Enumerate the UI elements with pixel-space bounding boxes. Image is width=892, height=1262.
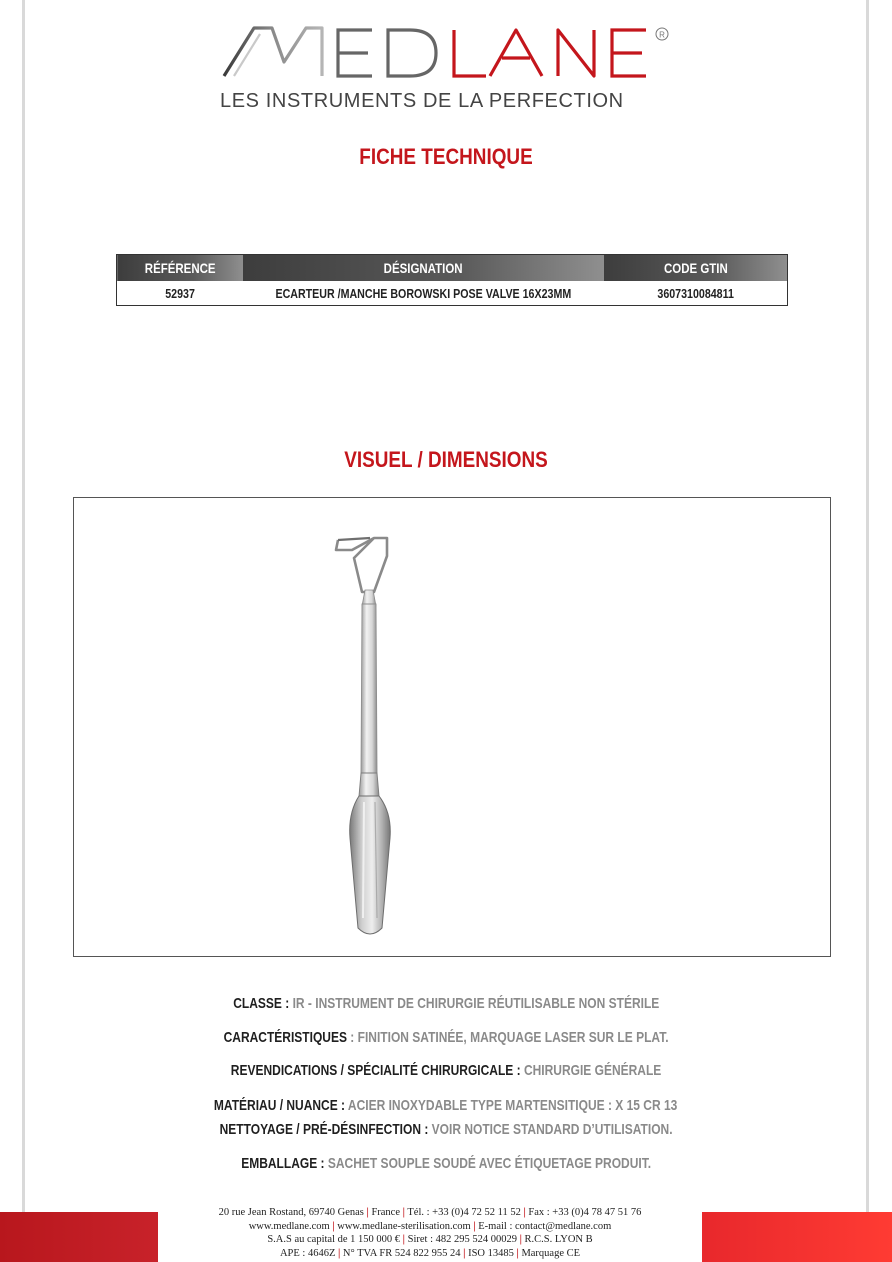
table-row bbox=[117, 281, 788, 306]
footer-country: France bbox=[371, 1207, 401, 1218]
spec-classe: CLASSE : IR - INSTRUMENT DE CHIRURGIE RÉUTILISABLE NON STÉRILE bbox=[232, 995, 660, 1012]
cell-reference: 52937 bbox=[165, 285, 195, 301]
registered-mark: R bbox=[659, 30, 665, 40]
header-reference: RÉFÉRENCE bbox=[117, 255, 244, 282]
spec-materiau: MATÉRIAU / NUANCE : ACIER INOXYDABLE TYPE MARTENSITIQUE : X 15 CR 13 bbox=[214, 1097, 678, 1114]
cell-designation: ECARTEUR /MANCHE BOROWSKI POSE VALVE 16X23MM bbox=[275, 285, 572, 301]
footer-siret: Siret : 482 295 524 00029 bbox=[407, 1234, 517, 1245]
company-footer bbox=[200, 1206, 660, 1260]
footer-line-2: www.medlane.com | www.medlane-sterilisation.com | E-mail : contact@medlane.com bbox=[248, 1220, 612, 1232]
footer-rcs: R.C.S. LYON B bbox=[524, 1234, 593, 1245]
footer-ce: Marquage CE bbox=[521, 1247, 581, 1259]
visual-frame bbox=[73, 497, 831, 957]
footer-tel: Tél. : +33 (0)4 72 52 11 52 bbox=[407, 1207, 521, 1218]
footer-line-1: 20 rue Jean Rostand, 69740 Genas | France | Tél. : +33 (0)4 72 52 11 52 | Fax : +33 (0)4 78 47 51 76 bbox=[218, 1207, 642, 1218]
footer-bar-left bbox=[0, 1212, 158, 1262]
spec-emballage: EMBALLAGE : SACHET SOUPLE SOUDÉ AVEC ÉTIQUETAGE PRODUIT. bbox=[241, 1155, 651, 1172]
table-header-row bbox=[117, 255, 788, 282]
footer-ape: APE : 4646Z bbox=[279, 1247, 336, 1259]
footer-iso: ISO 13485 bbox=[468, 1247, 514, 1259]
footer-email-link[interactable]: E-mail : contact@medlane.com bbox=[478, 1220, 612, 1232]
retractor-instrument-image bbox=[74, 498, 830, 956]
header-designation: DÉSIGNATION bbox=[243, 255, 604, 282]
sheet-title: FICHE TECHNIQUE bbox=[359, 144, 533, 169]
header-gtin: CODE GTIN bbox=[604, 255, 788, 282]
footer-line-3: S.A.S au capital de 1 150 000 € | Siret : 482 295 524 00029 | R.C.S. LYON B bbox=[267, 1234, 593, 1245]
footer-tva: N° TVA FR 524 822 955 24 bbox=[342, 1247, 461, 1259]
footer-sterilisation-link[interactable]: www.medlane-sterilisation.com bbox=[337, 1220, 471, 1232]
footer-website-link[interactable]: www.medlane.com bbox=[248, 1220, 330, 1232]
footer-capital: S.A.S au capital de 1 150 000 € bbox=[267, 1234, 401, 1245]
product-reference-table bbox=[116, 254, 788, 306]
footer-address: 20 rue Jean Rostand, 69740 Genas bbox=[218, 1207, 364, 1218]
cell-gtin: 3607310084811 bbox=[657, 285, 734, 301]
spec-caracteristiques: CARACTÉRISTIQUES : FINITION SATINÉE, MARQUAGE LASER SUR LE PLAT. bbox=[223, 1029, 669, 1046]
footer-line-4: APE : 4646Z | N° TVA FR 524 822 955 24 | ISO 13485 | Marquage CE bbox=[279, 1247, 581, 1259]
footer-bar-right bbox=[702, 1212, 892, 1262]
footer-fax: Fax : +33 (0)4 78 47 51 76 bbox=[528, 1207, 642, 1218]
visual-section-title: VISUEL / DIMENSIONS bbox=[344, 447, 548, 472]
brand-tagline: LES INSTRUMENTS DE LA PERFECTION bbox=[220, 90, 624, 112]
spec-nettoyage: NETTOYAGE / PRÉ-DÉSINFECTION : VOIR NOTICE STANDARD D’UTILISATION. bbox=[219, 1121, 673, 1138]
spec-revendications: REVENDICATIONS / SPÉCIALITÉ CHIRURGICALE : CHIRURGIE GÉNÉRALE bbox=[230, 1062, 662, 1079]
